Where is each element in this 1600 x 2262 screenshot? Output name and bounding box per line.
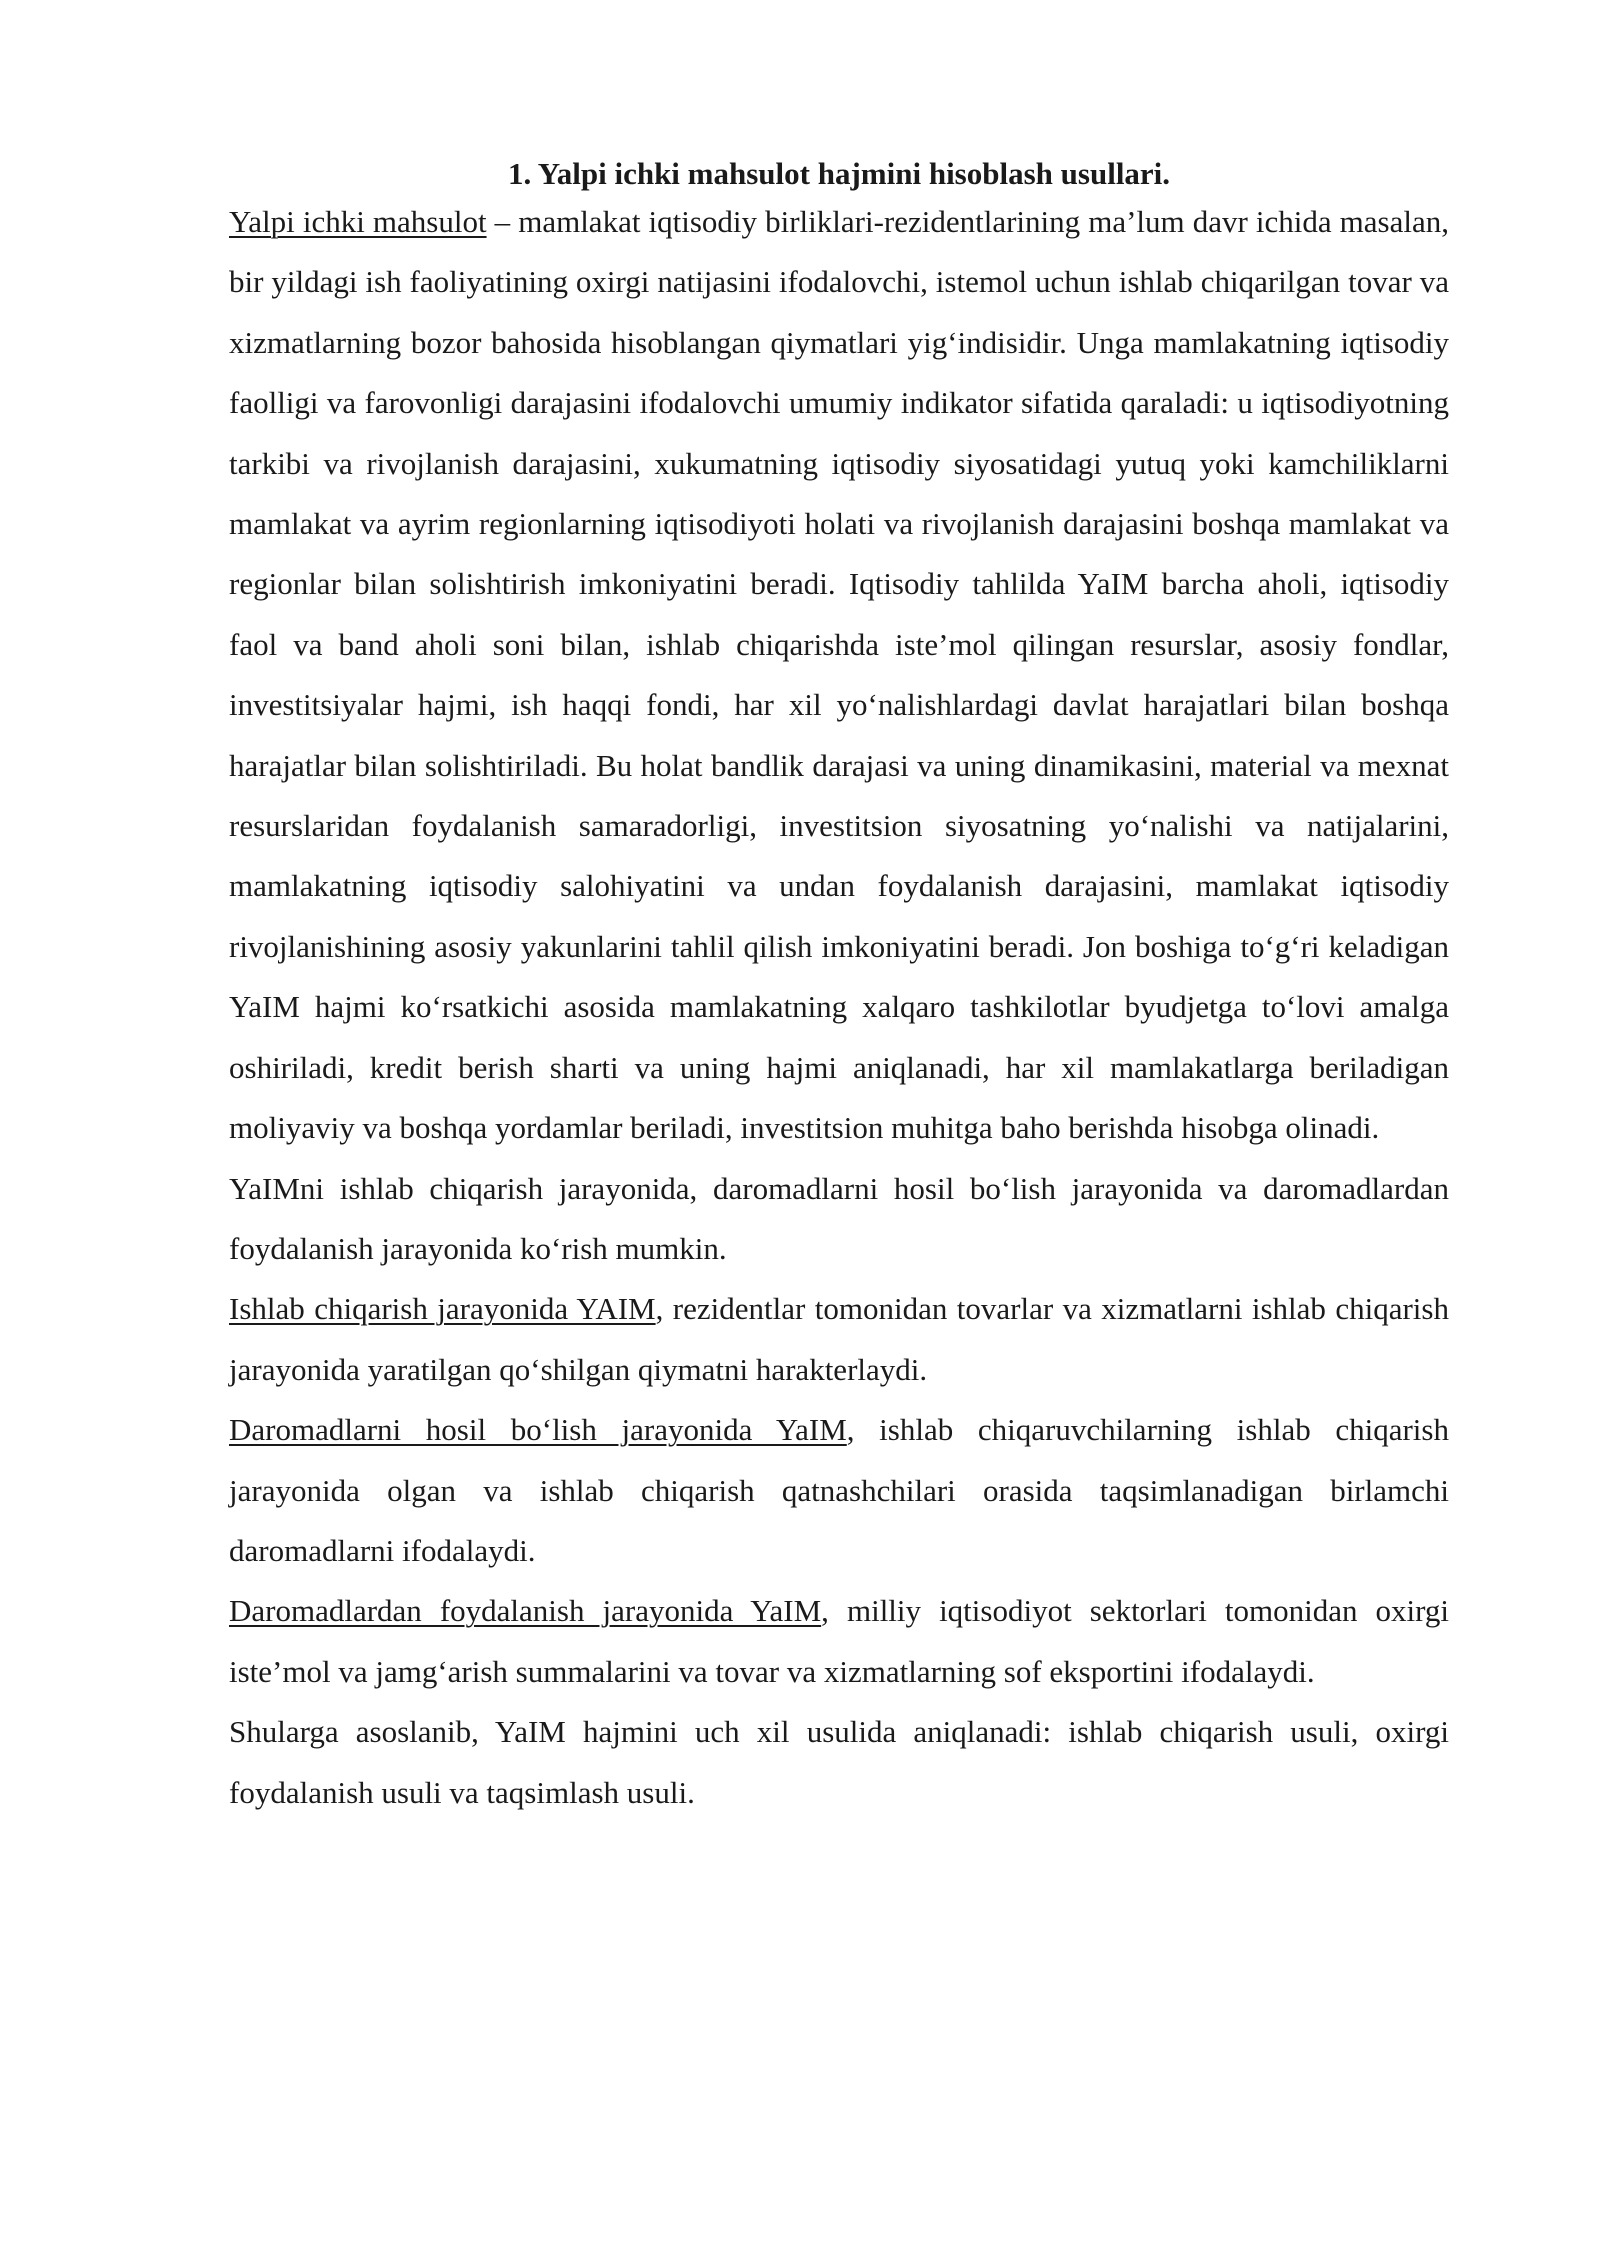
paragraph-text: – mamlakat iqtisodiy birliklari-rezidentlarining ma’lum davr ichida masalan, bir yildagi ish faoliyatining oxirgi natijasini ifodalovchi, istemol uchun ishlab chiqarilgan tovar va xizmatlarning bozor bahosida hisoblangan qiymatlari yig‘indisidir. Unga mamlakatning iqtisodiy faolligi va farovonligi darajasini ifodalovchi umumiy indikator sifatida qaraladi: u iqtisodiyotning tarkibi va rivojlanish darajasini, xukumatning iqtisodiy siyosatidagi yutuq yoki kamchiliklarni mamlakat va ayrim regionlarning iqtisodiyoti holati va rivojlanish darajasini boshqa mamlakat va regionlar bilan solishtirish imkoniyatini beradi. Iqtisodiy tahlilda YaIM barcha aholi, iqtisodiy faol va band aholi soni bilan, ishlab chiqarishda iste’mol qilingan resurslar, asosiy fondlar, investitsiyalar hajmi, ish haqqi fondi, har xil yo‘nalishlardagi davlat harajatlari bilan boshqa harajatlar bilan solishtiriladi. Bu holat bandlik darajasi va uning dinamikasini, material va mexnat resurslaridan foydalanish samaradorligi, investitsion siyosatning yo‘nalishi va natijalarini, mamlakatning iqtisodiy salohiyatini va undan foydalanish darajasini, mamlakat iqtisodiy rivojlanishining asosiy yakunlarini tahlil qilish imkoniyatini beradi. Jon boshiga to‘g‘ri keladigan YaIM hajmi ko‘rsatkichi asosida mamlakatning xalqaro tashkilotlar byudjetga to‘lovi amalga oshiriladi, kredit berish sharti va uning hajmi aniqlanadi, har xil mamlakatlarga beriladigan moliyaviy va boshqa yordamlar beriladi, investitsion muhitga baho berishda hisobga olinadi. bbox=[229, 204, 1449, 1146]
document-page bbox=[229, 150, 1449, 1823]
paragraph-income-formation bbox=[229, 1400, 1449, 1581]
paragraph-text: , rezidentlar tomonidan tovarlar va xizmatlarni ishlab chiqarish jarayonida yaratilgan qo‘shilgan qiymatni harakterlaydi. bbox=[229, 1291, 1449, 1387]
paragraph-methods bbox=[229, 1702, 1449, 1823]
term-income-use: Daromadlardan foydalanish jarayonida YaIM bbox=[229, 1593, 822, 1629]
paragraph-production-process bbox=[229, 1279, 1449, 1400]
paragraph-gdp-definition bbox=[229, 192, 1449, 1159]
term-income-formation: Daromadlarni hosil bo‘lish jarayonida YaIM bbox=[229, 1412, 847, 1448]
paragraph-income-use bbox=[229, 1581, 1449, 1702]
term-production-process: Ishlab chiqarish jarayonida YAIM bbox=[229, 1291, 656, 1327]
paragraph-text: , ishlab chiqaruvchilarning ishlab chiqarish jarayonida olgan va ishlab chiqarish qatnashchilari orasida taqsimlanadigan birlamchi daromadlarni ifodalaydi. bbox=[229, 1412, 1449, 1568]
paragraph-text: Shularga asoslanib, YaIM hajmini uch xil usulida aniqlanadi: ishlab chiqarish usuli, oxirgi foydalanish usuli va taqsimlash usuli. bbox=[229, 1714, 1449, 1810]
term-gdp: Yalpi ichki mahsulot bbox=[229, 204, 487, 239]
section-title: 1. Yalpi ichki mahsulot hajmini hisoblash usullari. bbox=[507, 156, 1171, 191]
paragraph-gdp-views bbox=[229, 1159, 1449, 1280]
paragraph-text: YaIMni ishlab chiqarish jarayonida, daromadlarni hosil bo‘lish jarayonida va daromadlardan foydalanish jarayonida ko‘rish mumkin. bbox=[229, 1170, 1449, 1266]
paragraph-text: , milliy iqtisodiyot sektorlari tomonidan oxirgi iste’mol va jamg‘arish summalarini va tovar va xizmatlarning sof eksportini ifodalaydi. bbox=[229, 1593, 1449, 1689]
